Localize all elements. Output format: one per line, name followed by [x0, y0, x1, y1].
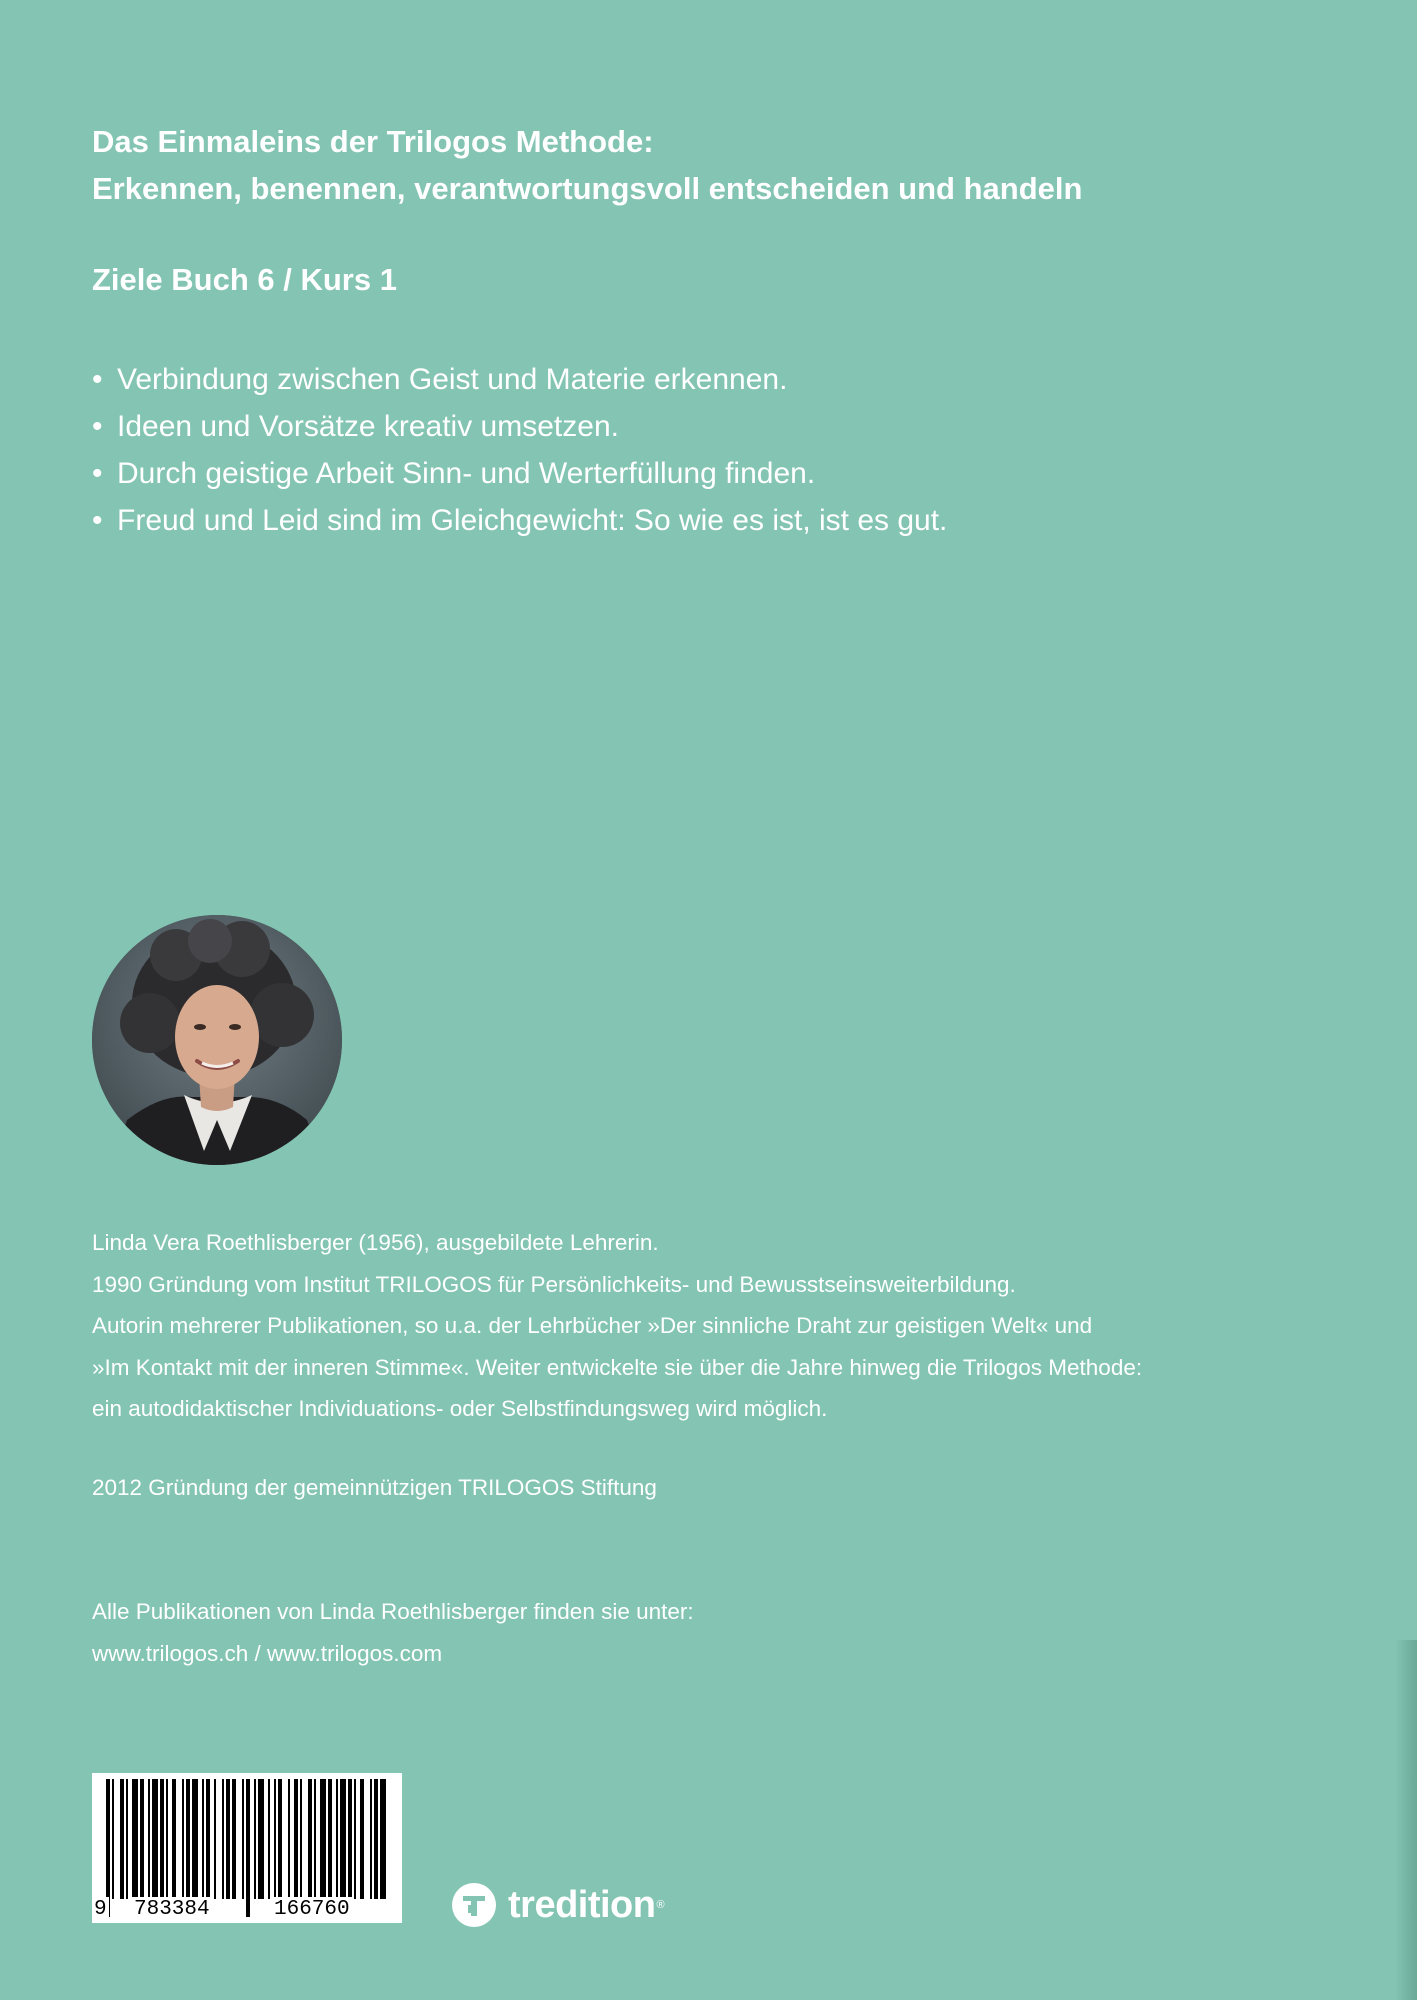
goal-item — [92, 356, 947, 403]
barcode-bar — [206, 1779, 210, 1899]
barcode-bar — [112, 1779, 114, 1899]
barcode-bar — [160, 1779, 164, 1899]
foundation-note: 2012 Gründung der gemeinnützigen TRILOGOS Stiftung — [92, 1475, 657, 1500]
barcode-bar — [126, 1779, 128, 1899]
barcode-bar — [320, 1779, 326, 1899]
bio-line: Linda Vera Roethlisberger (1956), ausgebildete Lehrerin. — [92, 1230, 659, 1255]
barcode-bar — [360, 1779, 364, 1899]
barcode-digits-right: 166760 — [274, 1898, 350, 1921]
goal-text: Durch geistige Arbeit Sinn- und Werterfüllung finden. — [117, 457, 816, 490]
barcode-bar — [288, 1779, 290, 1899]
barcode-bar — [374, 1779, 378, 1899]
barcode-bar — [222, 1779, 224, 1899]
goal-item — [92, 403, 947, 450]
bio-line: 1990 Gründung vom Institut TRILOGOS für Persönlichkeits- und Bewusstseinsweiterbildung. — [92, 1271, 1016, 1297]
isbn-barcode — [92, 1773, 402, 1923]
barcode-bar — [268, 1779, 270, 1899]
bullet-icon: • — [92, 363, 103, 396]
heading-line-1: Das Einmaleins der Trilogos Methode: — [92, 124, 654, 159]
goal-text: Freud und Leid sind im Gleichgewicht: So wie es ist, ist es gut. — [117, 504, 948, 537]
bio-line: Autorin mehrerer Publikationen, so u.a. der Lehrbücher »Der sinnliche Draht zur geistigen Welt« und — [92, 1313, 1093, 1338]
barcode-bar — [120, 1779, 124, 1899]
bullet-icon: • — [92, 457, 103, 490]
barcode-bar — [242, 1779, 244, 1899]
barcode-bar — [354, 1779, 356, 1899]
barcode-bar — [202, 1779, 204, 1899]
barcode-bar — [328, 1779, 332, 1899]
bio-line: »Im Kontakt mit der inneren Stimme«. Weiter entwickelte sie über die Jahre hinweg die Trilogos Methode: — [92, 1354, 1143, 1380]
barcode-bar — [132, 1779, 138, 1899]
barcode-bar — [336, 1779, 338, 1899]
goal-text: Verbindung zwischen Geist und Materie erkennen. — [117, 363, 788, 396]
cover-edge-shadow — [1395, 1640, 1417, 2000]
registered-mark: ® — [656, 1899, 665, 1911]
bullet-icon: • — [92, 504, 103, 537]
goals-title: Ziele Buch 6 / Kurs 1 — [92, 262, 397, 297]
barcode-bar — [232, 1779, 236, 1899]
barcode-bar — [186, 1779, 190, 1899]
tredition-logo-icon — [452, 1883, 496, 1927]
barcode-bar — [348, 1779, 352, 1899]
barcode-bar — [380, 1779, 386, 1899]
author-bio — [92, 1222, 1342, 1430]
barcode-bar — [254, 1779, 256, 1899]
barcode-bar — [172, 1779, 176, 1899]
barcode-bar — [140, 1779, 144, 1899]
barcode-bar — [274, 1779, 276, 1899]
barcode-bar — [226, 1779, 230, 1899]
barcode-bar — [314, 1779, 316, 1899]
publisher-name: tredition — [508, 1884, 656, 1926]
bio-line: ein autodidaktischer Individuations- oder Selbstfindungsweg wird möglich. — [92, 1396, 828, 1421]
barcode-bar — [192, 1779, 198, 1899]
goal-item — [92, 450, 947, 497]
barcode-bar — [148, 1779, 150, 1899]
barcode-bar — [294, 1779, 298, 1899]
barcode-bar — [300, 1779, 302, 1899]
barcode-bar — [258, 1779, 264, 1899]
barcode-digit-first: 9 — [94, 1898, 107, 1921]
goals-list — [92, 356, 947, 544]
cover-heading — [92, 118, 1332, 212]
bullet-icon: • — [92, 410, 103, 443]
barcode-bar — [278, 1779, 282, 1899]
publications-intro: Alle Publikationen von Linda Roethlisberger finden sie unter: — [92, 1599, 694, 1624]
author-portrait-illustration — [92, 915, 342, 1165]
publications-note — [92, 1591, 694, 1674]
barcode-digits-left: 783384 — [134, 1898, 210, 1921]
publications-urls: www.trilogos.ch / www.trilogos.com — [92, 1640, 443, 1666]
barcode-bar — [340, 1779, 346, 1899]
barcode-digits — [92, 1897, 402, 1923]
goal-text: Ideen und Vorsätze kreativ umsetzen. — [117, 410, 619, 443]
publisher-logo — [452, 1880, 665, 1930]
barcode-bar — [166, 1779, 168, 1899]
barcode-bar — [308, 1779, 312, 1899]
barcode-bar — [182, 1779, 184, 1899]
goal-item — [92, 497, 947, 544]
author-portrait — [92, 915, 342, 1165]
heading-line-2: Erkennen, benennen, verantwortungsvoll entscheiden und handeln — [92, 171, 1083, 206]
barcode-bar — [152, 1779, 158, 1899]
barcode-bar — [214, 1779, 216, 1899]
barcode-bar — [370, 1779, 372, 1899]
